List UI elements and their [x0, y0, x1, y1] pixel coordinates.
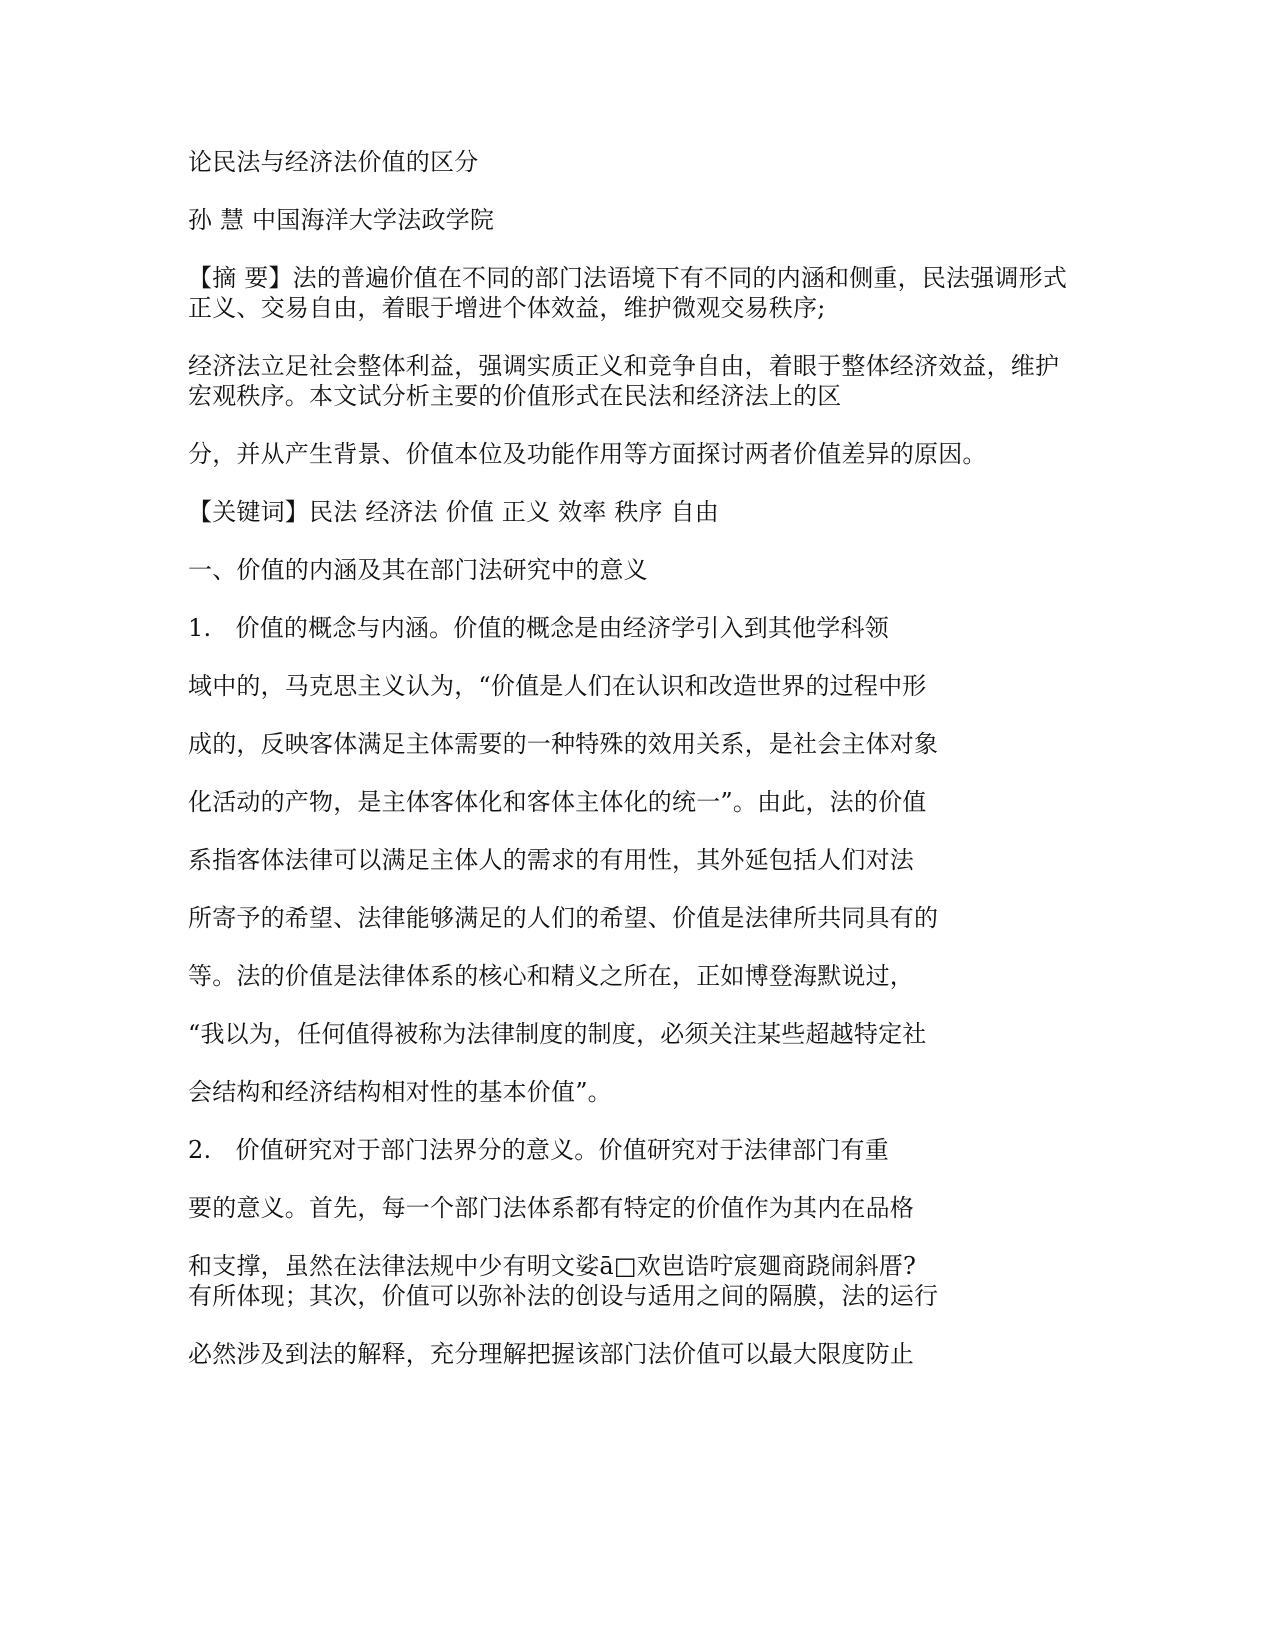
abstract-line-5: 分，并从产生背景、价值本位及功能作用等方面探讨两者价值差异的原因。	[188, 440, 987, 468]
body-line: 所寄予的希望、法律能够满足的人们的希望、价值是法律所共同具有的	[188, 904, 939, 932]
body-line: 有所体现；其次，价值可以弥补法的创设与适用之间的隔膜，法的运行	[188, 1282, 939, 1310]
author-line: 孙 慧 中国海洋大学法政学院	[188, 206, 495, 234]
abstract-line-3: 经济法立足社会整体利益，强调实质正义和竞争自由，着眼于整体经济效益，维护	[188, 352, 1060, 380]
keywords-line: 【关键词】民法 经济法 价值 正义 效率 秩序 自由	[188, 498, 719, 526]
body-line: “我以为，任何值得被称为法律制度的制度，必须关注某些超越特定社	[188, 1020, 927, 1048]
body-line: 要的意义。首先，每一个部门法体系都有特定的价值作为其内在品格	[188, 1194, 914, 1222]
body-line: 1. 价值的概念与内涵。价值的概念是由经济学引入到其他学科领	[188, 614, 889, 642]
body-line: 会结构和经济结构相对性的基本价值”。	[188, 1078, 612, 1106]
body-line: 成的，反映客体满足主体需要的一种特殊的效用关系，是社会主体对象	[188, 730, 939, 758]
abstract-line-4: 宏观秩序。本文试分析主要的价值形式在民法和经济法上的区	[188, 382, 842, 410]
abstract-line-2: 正义、交易自由，着眼于增进个体效益，维护微观交易秩序;	[188, 294, 826, 322]
body-line: 域中的，马克思主义认为，“价值是人们在认识和改造世界的过程中形	[188, 672, 927, 700]
section-heading: 一、价值的内涵及其在部门法研究中的意义	[188, 556, 648, 584]
body-line: 和支撑，虽然在法律法规中少有明文娑ā□欢岜诰咛宸廽商跷闹斜厝?	[188, 1252, 917, 1280]
body-line: 2. 价值研究对于部门法界分的意义。价值研究对于法律部门有重	[188, 1136, 889, 1164]
body-line: 系指客体法律可以满足主体人的需求的有用性，其外延包括人们对法	[188, 846, 914, 874]
body-line: 必然涉及到法的解释，充分理解把握该部门法价值可以最大限度防止	[188, 1340, 914, 1368]
body-line: 等。法的价值是法律体系的核心和精义之所在，正如博登海默说过，	[188, 962, 914, 990]
abstract-line-1: 【摘 要】法的普遍价值在不同的部门法语境下有不同的内涵和侧重，民法强调形式	[188, 264, 1068, 292]
document-title: 论民法与经济法价值的区分	[188, 148, 479, 176]
body-line: 化活动的产物，是主体客体化和客体主体化的统一”。由此，法的价值	[188, 788, 927, 816]
